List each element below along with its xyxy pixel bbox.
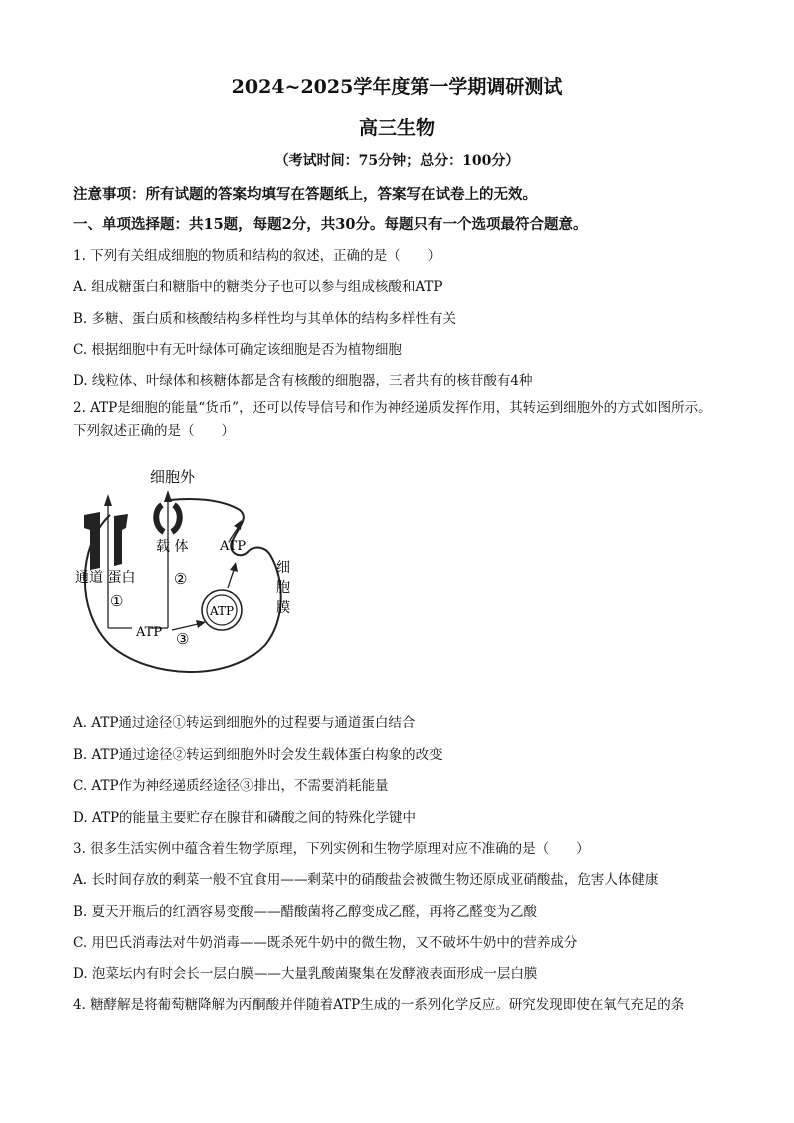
q4-stem: 4. 糖酵解是将葡萄糖降解为丙酮酸并伴随着ATP生成的一系列化学反应。研究发现即使在氧气充足的条 bbox=[73, 997, 685, 1013]
fig-membrane-2: 胞 bbox=[276, 580, 290, 596]
fig-atp-vesicle: ATP bbox=[210, 604, 235, 618]
fig-path-2: ② bbox=[174, 570, 188, 588]
atp-transport-figure bbox=[70, 460, 310, 690]
fig-path-3: ③ bbox=[176, 630, 190, 648]
fig-atp-outside: ATP bbox=[220, 539, 247, 554]
q3-option-a: A. 长时间存放的剩菜一般不宜食用——剩菜中的硝酸盐会被微生物还原成亚硝酸盐，危害人体健康 bbox=[73, 872, 659, 888]
q1-option-c: C. 根据细胞中有无叶绿体可确定该细胞是否为植物细胞 bbox=[73, 342, 402, 358]
q2-option-c: C. ATP作为神经递质经途径③排出，不需要消耗能量 bbox=[73, 778, 389, 794]
exam-info: （考试时间：75分钟；总分：100分） bbox=[274, 153, 520, 169]
fig-carrier-label: 载 体 bbox=[156, 539, 189, 555]
fig-channel-label: 通道 蛋白 bbox=[75, 570, 136, 586]
fig-membrane-1: 细 bbox=[276, 560, 290, 576]
exam-title: 2024~2025学年度第一学期调研测试 bbox=[231, 76, 563, 98]
q2-option-a: A. ATP通过途径①转运到细胞外的过程要与通道蛋白结合 bbox=[73, 715, 416, 731]
q2-option-d: D. ATP的能量主要贮存在腺苷和磷酸之间的特殊化学键中 bbox=[73, 810, 417, 826]
fig-atp-cytoplasm: ATP bbox=[136, 625, 163, 640]
channel-protein bbox=[84, 512, 128, 570]
fig-membrane-3: 膜 bbox=[276, 600, 290, 616]
q2-stem: 2. ATP是细胞的能量“货币”，还可以传导信号和作为神经递质发挥作用，其转运到细胞外的方式如图所示。下列叙述正确的是（ ） bbox=[73, 400, 712, 439]
fig-outside-label: 细胞外 bbox=[150, 468, 196, 486]
q1-option-a: A. 组成糖蛋白和糖脂中的糖类分子也可以参与组成核酸和ATP bbox=[73, 279, 443, 295]
q3-option-c: C. 用巴氏消毒法对牛奶消毒——既杀死牛奶中的微生物，又不破坏牛奶中的营养成分 bbox=[73, 935, 578, 951]
q3-option-d: D. 泡菜坛内有时会长一层白膜——大量乳酸菌聚集在发酵液表面形成一层白膜 bbox=[73, 966, 538, 982]
q2-option-b: B. ATP通过途径②转运到细胞外时会发生载体蛋白构象的改变 bbox=[73, 747, 443, 763]
fig-path-1: ① bbox=[110, 592, 124, 610]
q1-option-b: B. 多糖、蛋白质和核酸结构多样性均与其单体的结构多样性有关 bbox=[73, 311, 457, 327]
q3-stem: 3. 很多生活实例中蕴含着生物学原理，下列实例和生物学原理对应不准确的是（ ） bbox=[73, 841, 590, 857]
section-heading: 一、单项选择题：共15题，每题2分，共30分。每题只有一个选项最符合题意。 bbox=[73, 216, 588, 233]
subject-title: 高三生物 bbox=[358, 117, 435, 139]
notice: 注意事项：所有试题的答案均填写在答题纸上，答案写在试卷上的无效。 bbox=[73, 186, 537, 203]
q1-option-d: D. 线粒体、叶绿体和核糖体都是含有核酸的细胞器，三者共有的核苷酸有4种 bbox=[73, 373, 533, 389]
q3-option-b: B. 夏天开瓶后的红酒容易变酸——醋酸菌将乙醇变成乙醛，再将乙醛变为乙酸 bbox=[73, 904, 538, 920]
q1-stem: 1. 下列有关组成细胞的物质和结构的叙述，正确的是（ ） bbox=[73, 248, 442, 264]
